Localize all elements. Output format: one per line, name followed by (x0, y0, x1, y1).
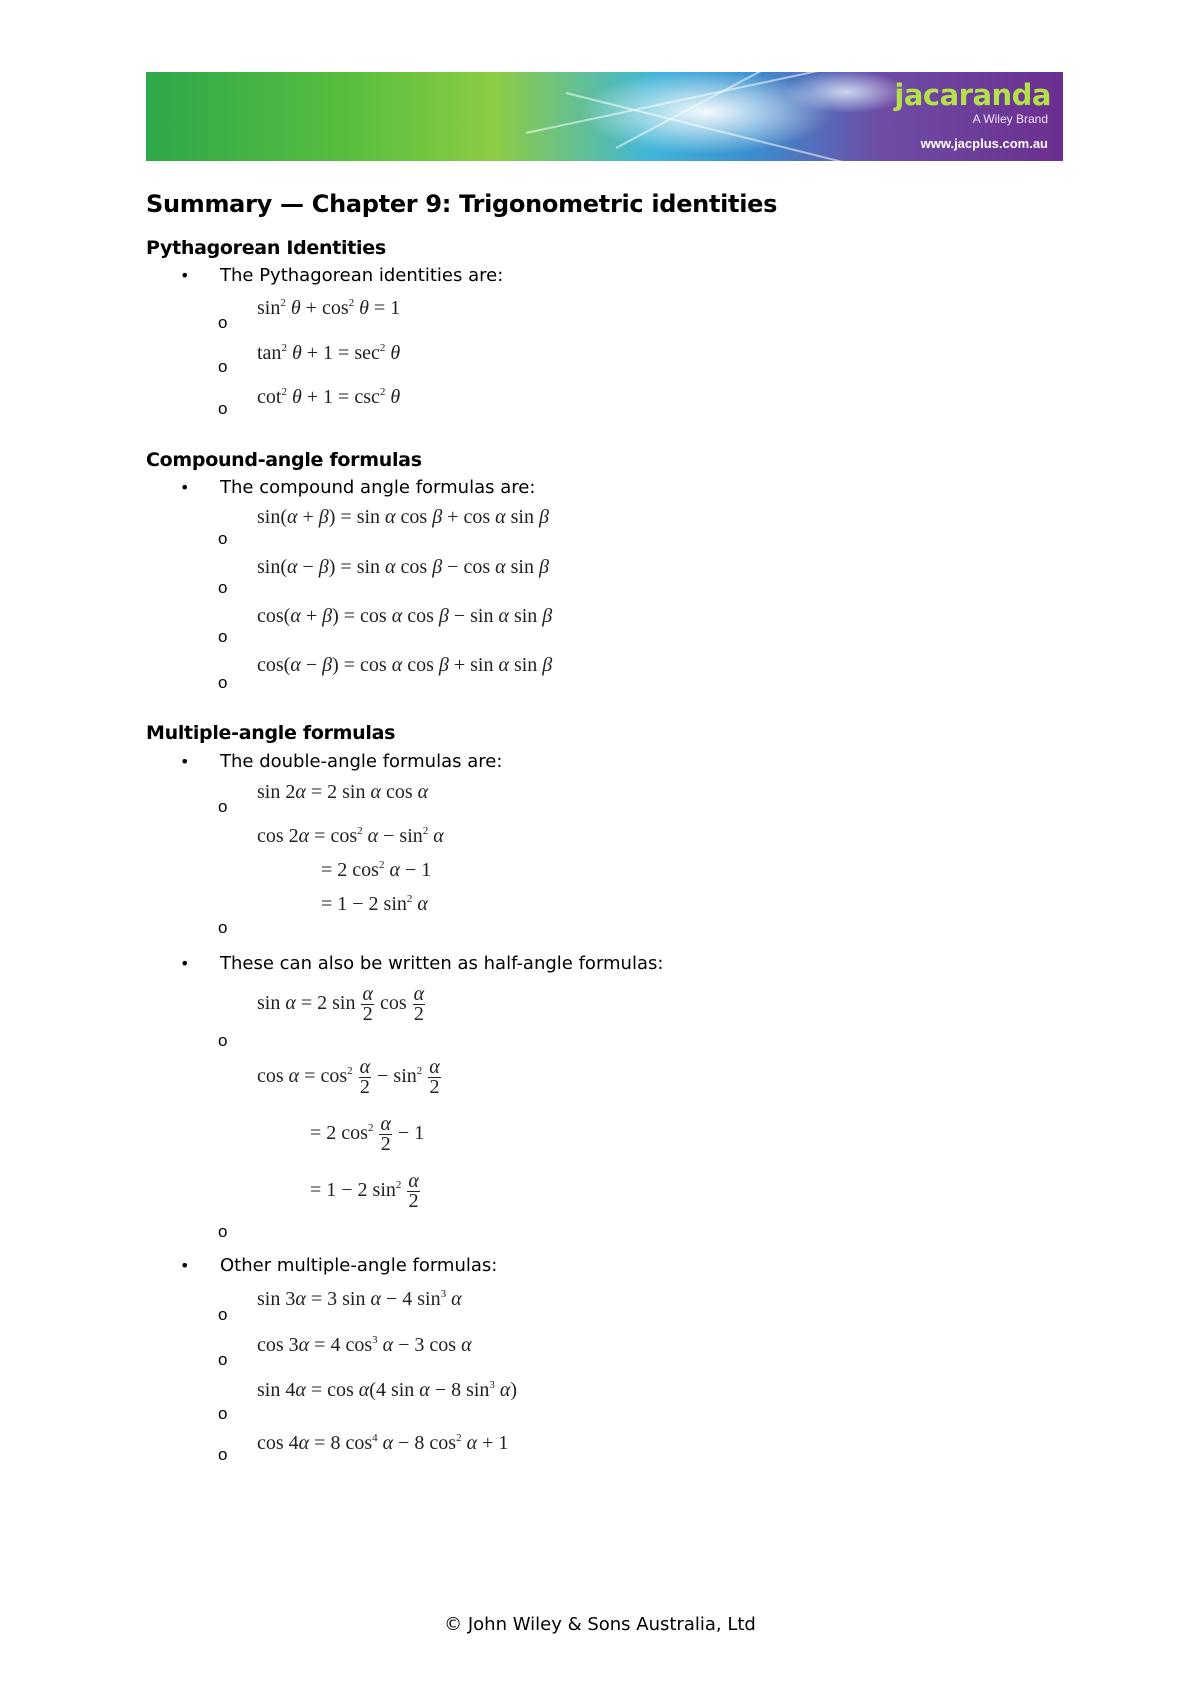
bullet-glyph: • (180, 266, 190, 285)
bullet-text: The double-angle formulas are: (220, 751, 503, 772)
formula-half-cos-1: $\cos \alpha = \cos^2$ $\frac{\alpha}{2}$ − $\sin^2$ $\frac{\alpha}{2}$ (257, 1056, 440, 1098)
bullet-text: These can also be written as half-angle formulas: (220, 953, 664, 974)
bullet-glyph: • (180, 478, 190, 497)
formula-double-sin: sin 2α = 2 sin α cos α (257, 781, 429, 803)
bullet-item (180, 751, 502, 772)
formula-double-cos-1: $\cos 2\alpha = \cos^2 \alpha - \sin^2 \alpha$ (257, 825, 444, 847)
section-heading-compound: Compound-angle formulas (146, 449, 422, 471)
formula-pythagorean-1: $\sin^2 \theta + \cos^2 \theta = 1$ (257, 297, 401, 319)
sub-bullet: o (218, 627, 228, 646)
sub-bullet: o (218, 357, 228, 376)
copyright-footer: © John Wiley & Sons Australia, Ltd (444, 1614, 756, 1635)
formula-sin3a: sin 3α = 3 sin α − 4 $\sin^3 \alpha$ (257, 1288, 462, 1310)
bullet-glyph: • (180, 954, 190, 973)
formula-compound-4: cos(α − β) = cos α cos β + sin α sin β (257, 654, 553, 676)
formula-double-cos-3: = 1 − 2 $\sin^2 \alpha$ (321, 893, 428, 915)
sub-bullet: o (218, 1031, 228, 1050)
brand-url: www.jacplus.com.au (920, 136, 1048, 151)
formula-cos3a: cos 3α = 4 $\cos^3 \alpha - 3$ cos α (257, 1334, 472, 1356)
bullet-text: Other multiple-angle formulas: (220, 1255, 498, 1276)
sub-bullet: o (218, 1305, 228, 1324)
banner-light-streak (616, 72, 847, 149)
formula-half-sin: sin α = 2 sin $\frac{\alpha}{2}$ cos $\frac{\alpha}{2}$ (257, 983, 425, 1025)
section-heading-multiple: Multiple-angle formulas (146, 722, 396, 744)
formula-double-cos-2: = 2 $\cos^2 \alpha - 1$ (321, 859, 432, 881)
formula-compound-1: sin(α + β) = sin α cos β + cos α sin β (257, 506, 549, 528)
sub-bullet: o (218, 1350, 228, 1369)
sub-bullet: o (218, 797, 228, 816)
sub-bullet: o (218, 1404, 228, 1423)
sub-bullet: o (218, 578, 228, 597)
bullet-glyph: • (180, 752, 190, 771)
brand-logo: jacaranda (894, 78, 1051, 112)
sub-bullet: o (218, 918, 228, 937)
page-title: Summary — Chapter 9: Trigonometric identities (146, 190, 778, 218)
banner-light-streak (566, 92, 858, 161)
sub-bullet: o (218, 313, 228, 332)
sub-bullet: o (218, 399, 228, 418)
sub-bullet: o (218, 1222, 228, 1241)
bullet-glyph: • (180, 1256, 190, 1275)
formula-half-cos-2: = 2 $\cos^2$ $\frac{\alpha}{2}$ − 1 (310, 1113, 425, 1155)
formula-half-cos-3: = 1 − 2 $\sin^2$ $\frac{\alpha}{2}$ (310, 1170, 419, 1212)
bullet-text: The Pythagorean identities are: (220, 265, 504, 286)
formula-compound-2: sin(α − β) = sin α cos β − cos α sin β (257, 556, 549, 578)
formula-cos4a: cos 4α = 8 $\cos^4 \alpha - 8$ $\cos^2 \alpha + 1$ (257, 1432, 509, 1454)
sub-bullet: o (218, 1445, 228, 1464)
sub-bullet: o (218, 529, 228, 548)
sub-bullet: o (218, 673, 228, 692)
header-banner (146, 72, 1063, 161)
formula-pythagorean-3: $\cot^2 \theta + 1 = \csc^2 \theta$ (257, 386, 401, 408)
section-heading-pythagorean: Pythagorean Identities (146, 237, 386, 259)
bullet-item (180, 265, 503, 286)
formula-sin4a: sin 4α = cos α(4 sin α − 8 $\sin^3 \alpha$) (257, 1379, 518, 1401)
formula-pythagorean-2: $\tan^2 \theta + 1 = \sec^2 \theta$ (257, 342, 401, 364)
bullet-text: The compound angle formulas are: (220, 477, 536, 498)
bullet-item (180, 1255, 497, 1276)
bullet-item (180, 477, 535, 498)
brand-tagline: A Wiley Brand (972, 112, 1048, 126)
bullet-item (180, 953, 663, 974)
formula-compound-3: cos(α + β) = cos α cos β − sin α sin β (257, 605, 553, 627)
